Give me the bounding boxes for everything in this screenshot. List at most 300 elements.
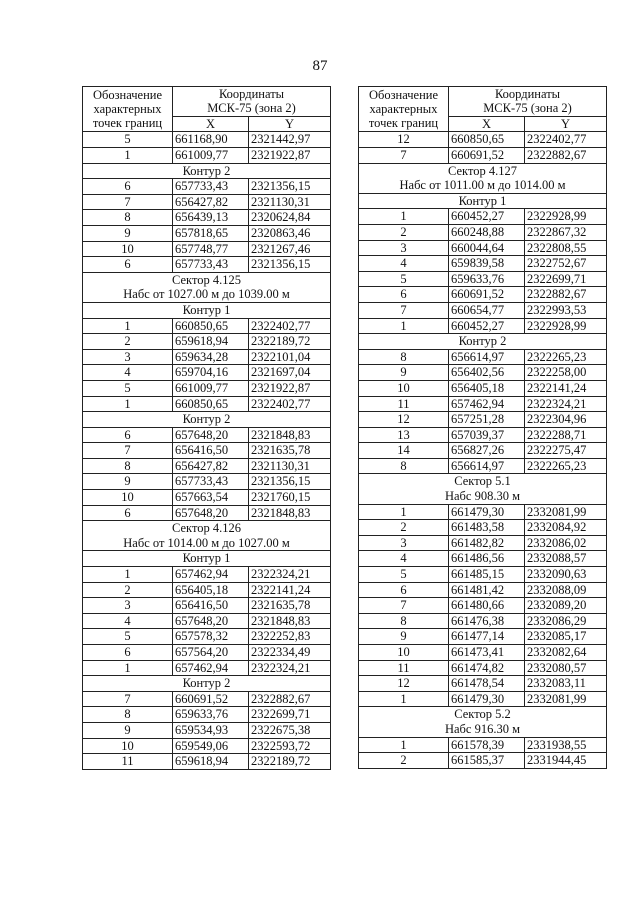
contour-row xyxy=(83,163,331,179)
x-coordinate: 661479,30 xyxy=(449,504,525,520)
point-row xyxy=(359,753,607,769)
y-coordinate: 2332086,02 xyxy=(525,535,607,551)
point-number: 10 xyxy=(83,490,173,506)
point-row xyxy=(83,629,331,645)
x-coordinate: 660850,65 xyxy=(449,132,525,148)
point-number: 10 xyxy=(359,380,449,396)
y-coordinate: 2321922,87 xyxy=(249,380,331,396)
y-coordinate: 2332080,57 xyxy=(525,660,607,676)
y-coordinate: 2321442,97 xyxy=(249,132,331,148)
point-row xyxy=(359,691,607,707)
y-coordinate: 2322928,99 xyxy=(525,209,607,225)
y-coordinate: 2321697,04 xyxy=(249,365,331,381)
y-coordinate: 2322402,77 xyxy=(525,132,607,148)
x-coordinate: 656614,97 xyxy=(449,349,525,365)
x-coordinate: 657648,20 xyxy=(173,505,249,521)
x-coordinate: 661578,39 xyxy=(449,737,525,753)
point-row xyxy=(83,194,331,210)
contour-row xyxy=(359,334,607,350)
point-row xyxy=(83,380,331,396)
x-coordinate: 660691,52 xyxy=(173,691,249,707)
y-coordinate: 2322402,77 xyxy=(249,318,331,334)
point-number: 1 xyxy=(83,567,173,583)
x-coordinate: 660691,52 xyxy=(449,148,525,164)
point-row xyxy=(359,148,607,164)
y-coordinate: 2322141,24 xyxy=(525,380,607,396)
x-coordinate: 661486,56 xyxy=(449,551,525,567)
point-number: 9 xyxy=(83,474,173,490)
y-coordinate: 2322593,72 xyxy=(249,738,331,754)
y-coordinate: 2321356,15 xyxy=(249,257,331,273)
point-number: 13 xyxy=(359,427,449,443)
point-row xyxy=(359,302,607,318)
point-row xyxy=(359,443,607,459)
point-row xyxy=(83,132,331,148)
point-number: 6 xyxy=(83,257,173,273)
x-coordinate: 660248,88 xyxy=(449,224,525,240)
sector-row xyxy=(359,163,607,193)
x-coordinate: 660044,64 xyxy=(449,240,525,256)
sector-row xyxy=(359,474,607,504)
point-number: 2 xyxy=(359,753,449,769)
point-row xyxy=(359,660,607,676)
x-coordinate: 660452,27 xyxy=(449,318,525,334)
point-row xyxy=(359,504,607,520)
y-coordinate: 2332086,29 xyxy=(525,613,607,629)
x-coordinate: 661168,90 xyxy=(173,132,249,148)
x-coordinate: 657251,28 xyxy=(449,412,525,428)
contour-label: Контур 2 xyxy=(359,334,607,350)
point-number: 7 xyxy=(359,302,449,318)
x-coordinate: 656439,13 xyxy=(173,210,249,226)
point-row xyxy=(83,443,331,459)
x-coordinate: 661009,77 xyxy=(173,380,249,396)
contour-row xyxy=(359,193,607,209)
point-number: 9 xyxy=(359,629,449,645)
x-coordinate: 659549,06 xyxy=(173,738,249,754)
x-coordinate: 657733,43 xyxy=(173,474,249,490)
y-coordinate: 2322304,96 xyxy=(525,412,607,428)
point-row xyxy=(359,613,607,629)
x-coordinate: 657733,43 xyxy=(173,179,249,195)
x-coordinate: 661473,41 xyxy=(449,645,525,661)
sector-row xyxy=(359,707,607,737)
x-coordinate: 661476,38 xyxy=(449,613,525,629)
point-number: 2 xyxy=(83,334,173,350)
point-row xyxy=(359,271,607,287)
y-coordinate: 2332083,11 xyxy=(525,676,607,692)
point-row xyxy=(83,427,331,443)
x-coordinate: 657462,94 xyxy=(173,567,249,583)
sector-row xyxy=(83,521,331,551)
point-row xyxy=(359,645,607,661)
y-coordinate: 2322993,53 xyxy=(525,302,607,318)
y-coordinate: 2322334,49 xyxy=(249,645,331,661)
x-coordinate: 656827,26 xyxy=(449,443,525,459)
point-number: 1 xyxy=(359,209,449,225)
y-coordinate: 2322101,04 xyxy=(249,349,331,365)
point-number: 6 xyxy=(359,287,449,303)
y-coordinate: 2321848,83 xyxy=(249,613,331,629)
coordinates-table-right xyxy=(358,86,607,769)
point-row xyxy=(83,225,331,241)
y-coordinate: 2322882,67 xyxy=(525,287,607,303)
contour-row xyxy=(83,676,331,692)
point-number: 2 xyxy=(83,582,173,598)
y-coordinate: 2321922,87 xyxy=(249,148,331,164)
y-coordinate: 2332088,57 xyxy=(525,551,607,567)
point-number: 1 xyxy=(83,660,173,676)
point-number: 3 xyxy=(83,349,173,365)
point-number: 11 xyxy=(359,396,449,412)
y-coordinate: 2322752,67 xyxy=(525,256,607,272)
point-row xyxy=(83,179,331,195)
y-coordinate: 2331938,55 xyxy=(525,737,607,753)
x-coordinate: 656416,50 xyxy=(173,443,249,459)
point-row xyxy=(359,629,607,645)
x-coordinate: 661479,30 xyxy=(449,691,525,707)
point-number: 3 xyxy=(359,535,449,551)
contour-row xyxy=(83,302,331,318)
y-coordinate: 2332088,09 xyxy=(525,582,607,598)
point-number: 11 xyxy=(83,754,173,770)
y-coordinate: 2332085,17 xyxy=(525,629,607,645)
point-number: 12 xyxy=(359,412,449,428)
point-row xyxy=(83,567,331,583)
point-row xyxy=(359,380,607,396)
point-row xyxy=(359,396,607,412)
point-row xyxy=(83,318,331,334)
point-row xyxy=(83,396,331,412)
sector-row xyxy=(83,272,331,302)
point-row xyxy=(359,520,607,536)
point-row xyxy=(359,676,607,692)
x-coordinate: 659618,94 xyxy=(173,754,249,770)
x-coordinate: 657462,94 xyxy=(173,660,249,676)
contour-label: Контур 2 xyxy=(83,412,331,428)
point-row xyxy=(359,737,607,753)
point-number: 6 xyxy=(83,427,173,443)
point-row xyxy=(83,148,331,164)
y-coordinate: 2321356,15 xyxy=(249,474,331,490)
x-coordinate: 661485,15 xyxy=(449,567,525,583)
sector-altitude: Набс 908.30 м xyxy=(444,489,521,504)
y-coordinate: 2322258,00 xyxy=(525,365,607,381)
x-coordinate: 660452,27 xyxy=(449,209,525,225)
sector-title: Сектор 4.125 xyxy=(172,272,241,287)
point-number: 1 xyxy=(359,691,449,707)
point-row xyxy=(83,754,331,770)
point-row xyxy=(83,241,331,257)
point-number: 8 xyxy=(359,349,449,365)
y-coordinate: 2321130,31 xyxy=(249,458,331,474)
y-coordinate: 2322141,24 xyxy=(249,582,331,598)
y-coordinate: 2322882,67 xyxy=(249,691,331,707)
y-coordinate: 2321848,83 xyxy=(249,427,331,443)
point-number: 7 xyxy=(83,443,173,459)
coordinates-table-left xyxy=(82,86,331,770)
point-number: 5 xyxy=(83,629,173,645)
y-coordinate: 2322265,23 xyxy=(525,349,607,365)
y-coordinate: 2331944,45 xyxy=(525,753,607,769)
point-row xyxy=(359,535,607,551)
y-coordinate: 2322324,21 xyxy=(249,660,331,676)
sector-altitude: Набс от 1027.00 м до 1039.00 м xyxy=(123,287,290,302)
point-number: 8 xyxy=(83,210,173,226)
y-coordinate: 2322699,71 xyxy=(525,271,607,287)
x-coordinate: 656427,82 xyxy=(173,458,249,474)
y-coordinate: 2322882,67 xyxy=(525,148,607,164)
sector-title: Сектор 4.126 xyxy=(172,521,241,536)
point-row xyxy=(83,707,331,723)
point-row xyxy=(359,567,607,583)
sector-header xyxy=(359,474,607,504)
point-number: 8 xyxy=(83,458,173,474)
y-column-header: Y xyxy=(249,116,331,132)
sector-title: Сектор 4.127 xyxy=(448,163,517,178)
point-number: 6 xyxy=(83,505,173,521)
x-coordinate: 661474,82 xyxy=(449,660,525,676)
sector-altitude: Набс 916.30 м xyxy=(444,721,521,736)
point-row xyxy=(83,474,331,490)
point-row xyxy=(359,256,607,272)
contour-label: Контур 1 xyxy=(359,193,607,209)
coordinates-body-right xyxy=(359,132,607,768)
x-coordinate: 661009,77 xyxy=(173,148,249,164)
contour-row xyxy=(83,551,331,567)
point-row xyxy=(83,490,331,506)
y-coordinate: 2322252,83 xyxy=(249,629,331,645)
x-column-header: X xyxy=(449,116,525,132)
point-number: 9 xyxy=(83,722,173,738)
point-number: 8 xyxy=(83,707,173,723)
x-coordinate: 656427,82 xyxy=(173,194,249,210)
x-coordinate: 656402,56 xyxy=(449,365,525,381)
x-coordinate: 657462,94 xyxy=(449,396,525,412)
x-coordinate: 659633,76 xyxy=(449,271,525,287)
point-number: 2 xyxy=(359,224,449,240)
point-number: 11 xyxy=(359,660,449,676)
sector-header xyxy=(359,707,607,737)
y-coordinate: 2332081,99 xyxy=(525,504,607,520)
y-coordinate: 2322275,47 xyxy=(525,443,607,459)
point-row xyxy=(83,582,331,598)
x-coordinate: 656614,97 xyxy=(449,458,525,474)
contour-label: Контур 1 xyxy=(83,551,331,567)
point-number: 9 xyxy=(83,225,173,241)
point-row xyxy=(359,209,607,225)
point-row xyxy=(359,224,607,240)
y-coordinate: 2321635,78 xyxy=(249,598,331,614)
point-row xyxy=(83,691,331,707)
sector-header xyxy=(83,521,331,551)
y-coordinate: 2322189,72 xyxy=(249,754,331,770)
sector-altitude: Набс от 1011.00 м до 1014.00 м xyxy=(399,178,566,193)
x-coordinate: 661585,37 xyxy=(449,753,525,769)
y-coordinate: 2320863,46 xyxy=(249,225,331,241)
x-coordinate: 656405,18 xyxy=(449,380,525,396)
y-coordinate: 2320624,84 xyxy=(249,210,331,226)
x-coordinate: 661478,54 xyxy=(449,676,525,692)
point-number: 6 xyxy=(83,179,173,195)
y-coordinate: 2322867,32 xyxy=(525,224,607,240)
y-coordinate: 2332084,92 xyxy=(525,520,607,536)
y-coordinate: 2322699,71 xyxy=(249,707,331,723)
x-coordinate: 661481,42 xyxy=(449,582,525,598)
x-coordinate: 656416,50 xyxy=(173,598,249,614)
x-coordinate: 657564,20 xyxy=(173,645,249,661)
point-row xyxy=(359,598,607,614)
point-row xyxy=(359,240,607,256)
x-coordinate: 661480,66 xyxy=(449,598,525,614)
point-number: 5 xyxy=(83,132,173,148)
point-number: 3 xyxy=(83,598,173,614)
point-number: 4 xyxy=(359,551,449,567)
point-number: 4 xyxy=(83,365,173,381)
y-coordinate: 2321356,15 xyxy=(249,179,331,195)
point-row xyxy=(359,349,607,365)
point-row xyxy=(83,738,331,754)
point-number: 5 xyxy=(359,567,449,583)
sector-title: Сектор 5.2 xyxy=(454,707,511,722)
x-coordinate: 659634,28 xyxy=(173,349,249,365)
x-coordinate: 657648,20 xyxy=(173,427,249,443)
point-number: 1 xyxy=(83,148,173,164)
y-coordinate: 2321760,15 xyxy=(249,490,331,506)
point-number: 1 xyxy=(359,318,449,334)
y-coordinate: 2321130,31 xyxy=(249,194,331,210)
y-coordinate: 2322288,71 xyxy=(525,427,607,443)
x-coordinate: 657748,77 xyxy=(173,241,249,257)
point-number: 10 xyxy=(83,738,173,754)
x-coordinate: 657648,20 xyxy=(173,613,249,629)
point-number: 7 xyxy=(359,598,449,614)
point-row xyxy=(359,427,607,443)
point-row xyxy=(83,613,331,629)
point-row xyxy=(83,645,331,661)
y-coordinate: 2322189,72 xyxy=(249,334,331,350)
x-coordinate: 659618,94 xyxy=(173,334,249,350)
y-coordinate: 2321267,46 xyxy=(249,241,331,257)
point-row xyxy=(359,132,607,148)
point-number: 1 xyxy=(83,318,173,334)
y-coordinate: 2322324,21 xyxy=(249,567,331,583)
sector-header xyxy=(359,163,607,193)
x-coordinate: 657039,37 xyxy=(449,427,525,443)
point-row xyxy=(83,722,331,738)
point-number: 7 xyxy=(83,691,173,707)
x-coordinate: 659633,76 xyxy=(173,707,249,723)
point-row xyxy=(83,458,331,474)
point-number: 5 xyxy=(83,380,173,396)
point-number: 7 xyxy=(359,148,449,164)
point-number: 10 xyxy=(83,241,173,257)
y-coordinate: 2332089,20 xyxy=(525,598,607,614)
y-coordinate: 2322928,99 xyxy=(525,318,607,334)
point-row xyxy=(359,365,607,381)
y-coordinate: 2321848,83 xyxy=(249,505,331,521)
y-coordinate: 2322324,21 xyxy=(525,396,607,412)
point-number: 10 xyxy=(359,645,449,661)
point-row xyxy=(359,287,607,303)
point-row xyxy=(83,505,331,521)
point-row xyxy=(359,412,607,428)
point-number: 9 xyxy=(359,365,449,381)
point-number: 7 xyxy=(83,194,173,210)
point-number: 8 xyxy=(359,613,449,629)
y-coordinate: 2332090,63 xyxy=(525,567,607,583)
y-coordinate: 2321635,78 xyxy=(249,443,331,459)
page-number: 87 xyxy=(312,58,328,74)
x-coordinate: 659704,16 xyxy=(173,365,249,381)
point-row xyxy=(359,551,607,567)
y-coordinate: 2332082,64 xyxy=(525,645,607,661)
point-number: 4 xyxy=(359,256,449,272)
point-row xyxy=(359,458,607,474)
x-coordinate: 660691,52 xyxy=(449,287,525,303)
x-coordinate: 656405,18 xyxy=(173,582,249,598)
contour-row xyxy=(83,412,331,428)
y-coordinate: 2322265,23 xyxy=(525,458,607,474)
point-number: 8 xyxy=(359,458,449,474)
coordinates-body-left xyxy=(83,132,331,769)
point-number: 12 xyxy=(359,132,449,148)
x-coordinate: 661483,58 xyxy=(449,520,525,536)
coordinates-header: Координаты МСК-75 (зона 2) xyxy=(449,87,607,117)
point-row xyxy=(83,349,331,365)
y-coordinate: 2322675,38 xyxy=(249,722,331,738)
y-column-header: Y xyxy=(525,116,607,132)
point-number: 6 xyxy=(359,582,449,598)
point-row xyxy=(83,334,331,350)
x-coordinate: 657578,32 xyxy=(173,629,249,645)
designation-header: Обозначение характерных точек границ xyxy=(359,87,449,132)
sector-header xyxy=(83,272,331,302)
x-coordinate: 660850,65 xyxy=(173,396,249,412)
x-coordinate: 657663,54 xyxy=(173,490,249,506)
point-number: 1 xyxy=(359,737,449,753)
point-row xyxy=(83,660,331,676)
contour-label: Контур 1 xyxy=(83,302,331,318)
x-coordinate: 659534,93 xyxy=(173,722,249,738)
x-coordinate: 660654,77 xyxy=(449,302,525,318)
x-coordinate: 659839,58 xyxy=(449,256,525,272)
point-number: 14 xyxy=(359,443,449,459)
y-coordinate: 2322402,77 xyxy=(249,396,331,412)
x-coordinate: 657733,43 xyxy=(173,257,249,273)
sector-title: Сектор 5.1 xyxy=(454,474,511,489)
point-number: 12 xyxy=(359,676,449,692)
x-coordinate: 660850,65 xyxy=(173,318,249,334)
point-number: 3 xyxy=(359,240,449,256)
contour-label: Контур 2 xyxy=(83,676,331,692)
point-row xyxy=(83,210,331,226)
point-number: 1 xyxy=(83,396,173,412)
point-row xyxy=(83,598,331,614)
point-row xyxy=(83,365,331,381)
x-column-header: X xyxy=(173,116,249,132)
contour-label: Контур 2 xyxy=(83,163,331,179)
point-row xyxy=(359,582,607,598)
point-number: 2 xyxy=(359,520,449,536)
point-number: 4 xyxy=(83,613,173,629)
y-coordinate: 2322808,55 xyxy=(525,240,607,256)
y-coordinate: 2332081,99 xyxy=(525,691,607,707)
x-coordinate: 657818,65 xyxy=(173,225,249,241)
point-number: 1 xyxy=(359,504,449,520)
sector-altitude: Набс от 1014.00 м до 1027.00 м xyxy=(123,535,290,550)
designation-header: Обозначение характерных точек границ xyxy=(83,87,173,132)
